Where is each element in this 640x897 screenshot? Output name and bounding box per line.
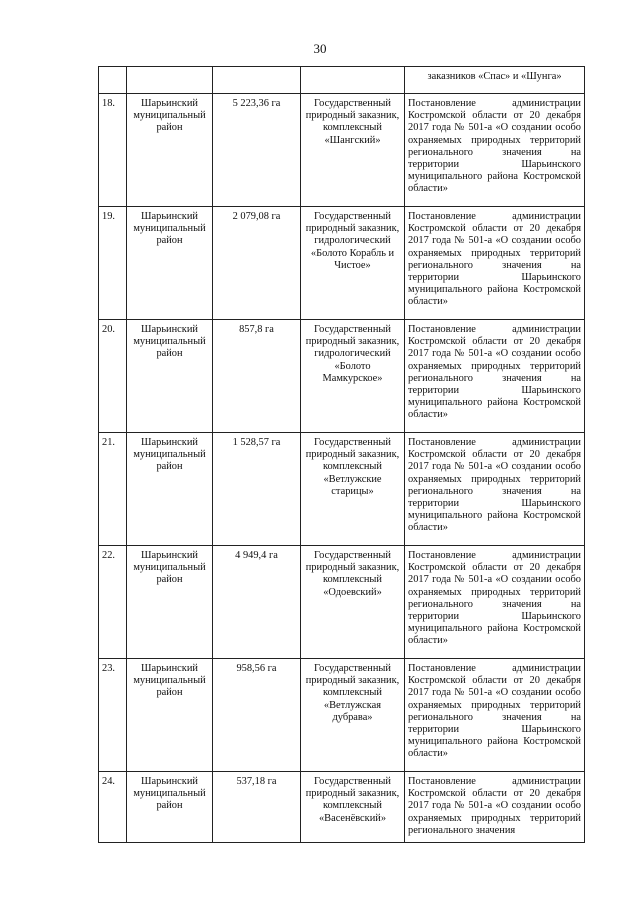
cell-document: Постановление администрации Костромской области от 20 декабря 2017 года № 501-а «О создании особо охраняемых природных территорий регионального значения на территории Шарьинского муниципального района Костромской области» [405,546,585,659]
table-row [99,94,585,207]
cell-num: 18. [99,94,127,207]
cell-name: Государственный природный заказник, комплексный «Ветлужские старицы» [301,433,405,546]
cell-area: 857,8 га [213,320,301,433]
cell-num: 20. [99,320,127,433]
cell-name: Государственный природный заказник, гидрологический «Болото Корабль и Чистое» [301,207,405,320]
protected-areas-table [98,66,585,843]
cell-area [213,67,301,94]
cell-area: 2 079,08 га [213,207,301,320]
table-row [99,659,585,772]
cell-district: Шарьинский муниципальный район [127,772,213,843]
cell-name: Государственный природный заказник, гидрологический «Болото Мамкурское» [301,320,405,433]
cell-district: Шарьинский муниципальный район [127,320,213,433]
cell-num: 22. [99,546,127,659]
table-row [99,546,585,659]
cell-district: Шарьинский муниципальный район [127,433,213,546]
cell-district: Шарьинский муниципальный район [127,207,213,320]
table-row [99,772,585,843]
cell-district: Шарьинский муниципальный район [127,546,213,659]
cell-name: Государственный природный заказник, комплексный «Васенёвский» [301,772,405,843]
cell-name: Государственный природный заказник, комплексный «Одоевский» [301,546,405,659]
table-row-continuation [99,67,585,94]
cell-name: Государственный природный заказник, комплексный «Ветлужская дубрава» [301,659,405,772]
cell-document: Постановление администрации Костромской области от 20 декабря 2017 года № 501-а «О создании особо охраняемых природных территорий регионального значения на территории Шарьинского муниципального района Костромской области» [405,659,585,772]
cell-name: Государственный природный заказник, комплексный «Шангский» [301,94,405,207]
cell-num: 19. [99,207,127,320]
table-row [99,207,585,320]
page-number: 30 [313,41,327,56]
cell-document: Постановление администрации Костромской области от 20 декабря 2017 года № 501-а «О создании особо охраняемых природных территорий регионального значения на территории Шарьинского муниципального района Костромской области» [405,433,585,546]
cell-district: Шарьинский муниципальный район [127,659,213,772]
cell-document: заказников «Спас» и «Шунга» [405,67,585,94]
cell-document: Постановление администрации Костромской области от 20 декабря 2017 года № 501-а «О создании особо охраняемых природных территорий регионального значения [405,772,585,843]
cell-district: Шарьинский муниципальный район [127,94,213,207]
cell-num [99,67,127,94]
table-row [99,320,585,433]
cell-district [127,67,213,94]
cell-area: 537,18 га [213,772,301,843]
cell-area: 4 949,4 га [213,546,301,659]
cell-area: 958,56 га [213,659,301,772]
cell-num: 23. [99,659,127,772]
cell-area: 1 528,57 га [213,433,301,546]
cell-document: Постановление администрации Костромской области от 20 декабря 2017 года № 501-а «О создании особо охраняемых природных территорий регионального значения на территории Шарьинского муниципального района Костромской области» [405,320,585,433]
cell-document: Постановление администрации Костромской области от 20 декабря 2017 года № 501-а «О создании особо охраняемых природных территорий регионального значения на территории Шарьинского муниципального района Костромской области» [405,94,585,207]
cell-document: Постановление администрации Костромской области от 20 декабря 2017 года № 501-а «О создании особо охраняемых природных территорий регионального значения на территории Шарьинского муниципального района Костромской области» [405,207,585,320]
cell-area: 5 223,36 га [213,94,301,207]
table-row [99,433,585,546]
cell-name [301,67,405,94]
cell-num: 21. [99,433,127,546]
cell-num: 24. [99,772,127,843]
